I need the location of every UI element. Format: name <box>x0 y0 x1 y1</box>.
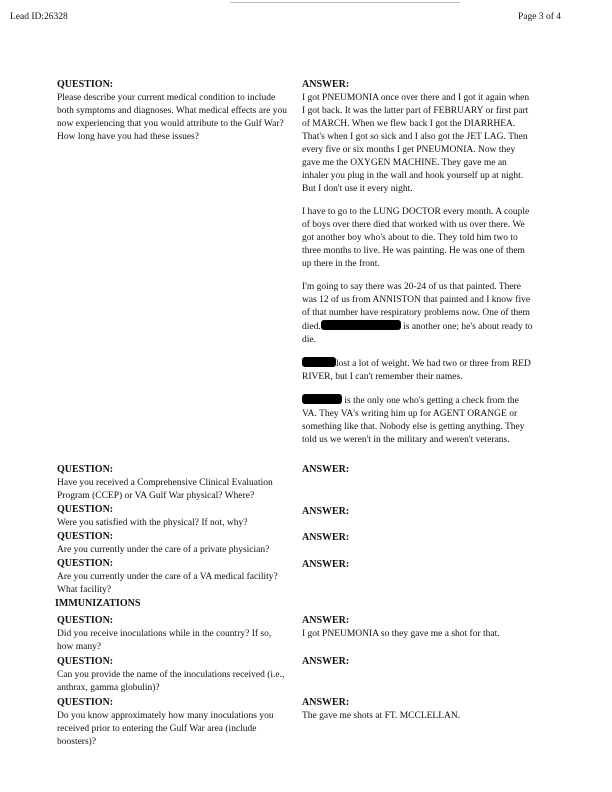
answer-6 <box>302 614 534 641</box>
answer-7 <box>302 655 534 669</box>
answer-label: ANSWER: <box>302 615 350 626</box>
question-text: Were you satisfied with the physical? If not, why? <box>57 518 248 528</box>
lead-id: Lead ID:26328 <box>10 12 68 22</box>
question-label: QUESTION: <box>57 79 114 90</box>
answer-2 <box>302 463 534 477</box>
question-4 <box>57 530 289 557</box>
answer-paragraph <box>302 357 534 384</box>
answer-paragraph <box>302 281 534 347</box>
answer-label: ANSWER: <box>302 464 350 475</box>
question-3 <box>57 503 289 530</box>
answer-label: ANSWER: <box>302 532 350 543</box>
answer-4 <box>302 531 534 545</box>
question-text: Did you receive inoculations while in the country? If so, how many? <box>57 629 272 652</box>
answer-label: ANSWER: <box>302 656 350 667</box>
answer-8 <box>302 696 534 723</box>
answer-label: ANSWER: <box>302 79 350 90</box>
redaction-bar <box>321 320 401 330</box>
answer-text: is the only one who's getting a check from the VA. They VA's writing him up for AGENT ORANGE or something like that. Nobody else is getting anything. They told us we weren't in the military and weren't veterans. <box>302 396 525 445</box>
answer-text: I got PNEUMONIA so they gave me a shot for that. <box>302 629 500 639</box>
answer-1 <box>302 78 534 454</box>
question-5 <box>57 557 289 597</box>
question-label: QUESTION: <box>57 697 114 708</box>
redaction-bar <box>302 357 336 367</box>
answer-label: ANSWER: <box>302 697 350 708</box>
answer-text: lost a lot of weight. We had two or three from RED RIVER, but I can't remember their names. <box>302 359 531 382</box>
answer-paragraph: I got PNEUMONIA once over there and I got it again when I got back. It was the latter part of FEBRUARY or first part of MARCH. When we flew back I got the DIARRHEA. That's when I got so sick and I also got the JET LAG. Then every five or six months I get PNEUMONIA. Now they gave me the OXYGEN MACHINE. They gave me an inhaler you plug in the wall and hook yourself up at night. But I don't use it every night. <box>302 93 530 194</box>
answer-3 <box>302 505 534 519</box>
question-1 <box>57 78 289 144</box>
question-6 <box>57 614 289 654</box>
question-text: Have you received a Comprehensive Clinical Evaluation Program (CCEP) or VA Gulf War physical? Where? <box>57 478 273 501</box>
question-8 <box>57 696 289 749</box>
section-heading: IMMUNIZATIONS <box>55 598 141 609</box>
question-label: QUESTION: <box>57 464 114 475</box>
answer-paragraph <box>302 394 534 447</box>
answer-label: ANSWER: <box>302 506 350 517</box>
question-label: QUESTION: <box>57 615 114 626</box>
answer-text: I'm going to say there was 20-24 of us that painted. There was 12 of us from ANNISTON that painted and I know five of that number have respiratory problems now. One of them died. <box>302 282 531 332</box>
answer-label: ANSWER: <box>302 559 350 570</box>
question-text: Are you currently under the care of a private physician? <box>57 545 270 555</box>
question-text: Are you currently under the care of a VA medical facility? What facility? <box>57 572 278 595</box>
question-2 <box>57 463 289 503</box>
question-text: Do you know approximately how many inoculations you received prior to entering the Gulf War area (include boosters)? <box>57 711 274 747</box>
redaction-bar <box>302 394 342 404</box>
question-7 <box>57 655 289 695</box>
question-label: QUESTION: <box>57 558 114 569</box>
question-label: QUESTION: <box>57 504 114 515</box>
page-number: Page 3 of 4 <box>518 12 562 22</box>
answer-paragraph: I have to go to the LUNG DOCTOR every month. A couple of boys over there died that worked with us over there. We got another boy who's about to die. They told him two to three months to live. He was painting. He was one of them up there in the front. <box>302 207 530 269</box>
question-text: Can you provide the name of the inoculations received (i.e., anthrax, gamma globulin)? <box>57 670 285 693</box>
answer-text: The gave me shots at FT. MCCLELLAN. <box>302 711 461 721</box>
question-text: Please describe your current medical condition to include both symptoms and diagnoses. What medical effects are you now experiencing that you would attribute to the Gulf War? How long have you had these issues? <box>57 93 287 142</box>
question-label: QUESTION: <box>57 531 114 542</box>
question-label: QUESTION: <box>57 656 114 667</box>
answer-text: is another one; he's about ready to die. <box>302 322 533 345</box>
scan-artifact-line <box>230 2 460 4</box>
answer-5 <box>302 558 534 572</box>
